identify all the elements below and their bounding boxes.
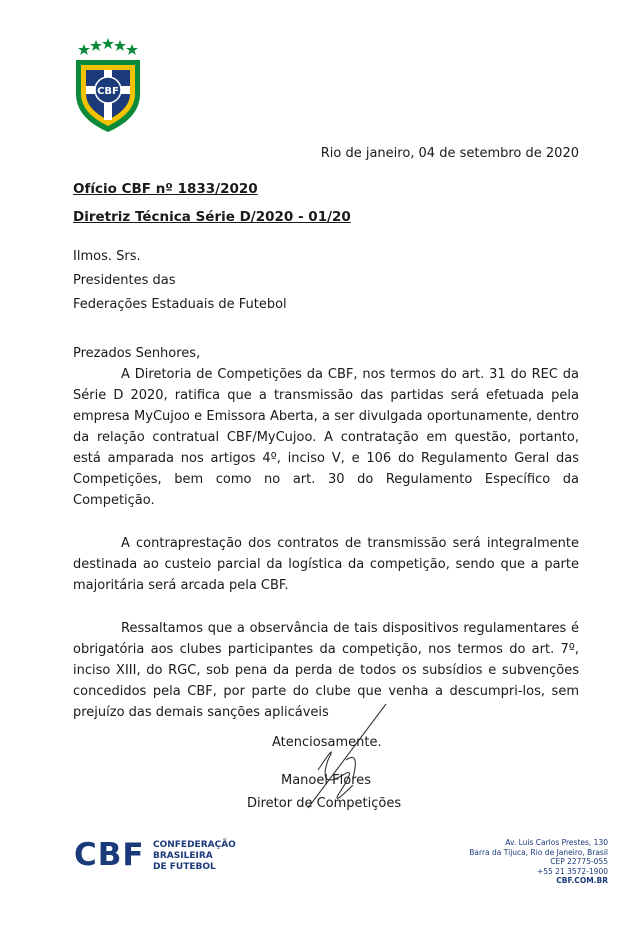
addressee-line: Federações Estaduais de Futebol — [73, 297, 287, 312]
stars-icon — [78, 38, 138, 55]
footer-website: CBF.COM.BR — [556, 876, 608, 885]
directive-reference: Diretriz Técnica Série D/2020 - 01/20 — [73, 209, 351, 225]
addressee-line: Presidentes das — [73, 273, 176, 288]
footer-city: Barra da Tijuca, Rio de Janeiro, Brasil — [469, 847, 608, 857]
org-name-line: DE FUTEBOL — [153, 862, 216, 872]
footer-cep: CEP 22775-055 — [550, 857, 608, 866]
office-reference: Ofício CBF nº 1833/2020 — [73, 181, 258, 197]
signatory-title: Diretor de Competições — [247, 796, 402, 811]
letter-body — [73, 343, 579, 723]
footer-cbf-logo: CBF — [74, 837, 145, 873]
footer-organization-name — [153, 840, 236, 873]
signatory-name: Manoel Flores — [281, 773, 371, 788]
svg-text:CBF: CBF — [97, 86, 119, 97]
org-name-line: BRASILEIRA — [153, 851, 213, 861]
body-paragraph: Ressaltamos que a observância de tais dispositivos regulamentares é obrigatória aos clubes participantes da competição, nos termos do art. 7º, inciso XIII, do RGC, sob pena da perda de todos os subsídios e subvenções concedidos pela CBF, por parte do clube que venha a descumpri-los, sem prejuízo das demais sanções aplicáveis — [73, 621, 579, 720]
closing: Atenciosamente. — [272, 735, 382, 750]
footer-address-block — [469, 838, 608, 886]
footer-street: Av. Luis Carlos Prestes, 130 — [505, 838, 608, 847]
cbf-crest-logo — [72, 38, 144, 134]
addressee-block — [73, 245, 287, 317]
body-paragraph: A contraprestação dos contratos de transmissão será integralmente destinada ao custeio parcial da logística da competição, sendo que a parte majoritária será arcada pela CBF. — [73, 536, 579, 593]
addressee-line: Ilmos. Srs. — [73, 249, 141, 264]
greeting: Prezados Senhores, — [73, 346, 201, 361]
org-name-line: CONFEDERAÇÃO — [153, 840, 236, 850]
body-paragraph: A Diretoria de Competições da CBF, nos termos do art. 31 do REC da Série D 2020, ratifica que a transmissão das partidas será efetuada pela empresa MyCujoo e Emissora Aberta, a ser divulgada oportunamente, dentro da relação contratual CBF/MyCujoo. A contratação em questão, portanto, está amparada nos artigos 4º, inciso V, e 106 do Regulamento Geral das Competições, bem como no art. 30 do Regulamento Específico da Competição. — [73, 367, 579, 508]
letter-date: Rio de janeiro, 04 de setembro de 2020 — [320, 146, 579, 161]
footer-phone: +55 21 3572-1900 — [536, 866, 608, 876]
